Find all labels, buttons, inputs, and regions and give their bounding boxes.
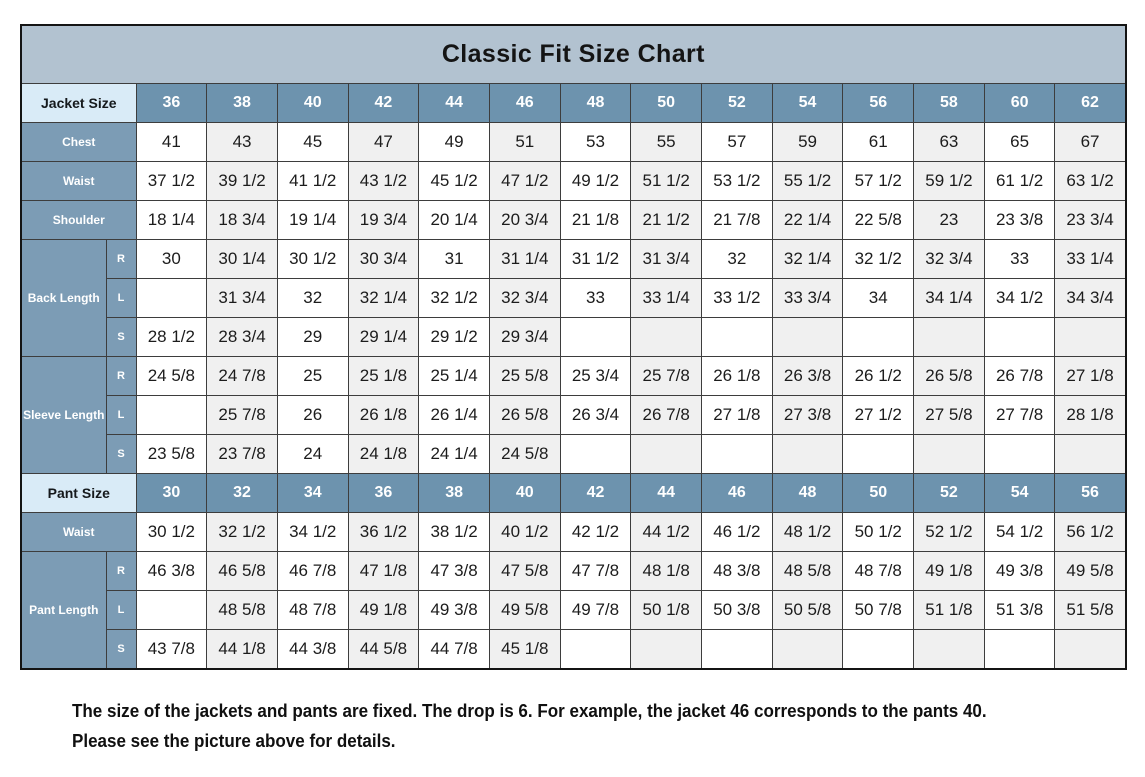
data-cell: 32 1/2 (843, 240, 914, 279)
data-cell: 50 3/8 (702, 591, 773, 630)
data-cell (136, 396, 207, 435)
data-cell: 22 5/8 (843, 201, 914, 240)
data-cell: 48 1/2 (772, 513, 843, 552)
data-cell (843, 630, 914, 670)
row-label: Back Length (21, 240, 106, 357)
data-cell: 34 1/4 (914, 279, 985, 318)
data-cell (1055, 630, 1126, 670)
jacket-size-38: 38 (207, 84, 278, 123)
data-cell: 23 7/8 (207, 435, 278, 474)
jacket-size-62: 62 (1055, 84, 1126, 123)
data-cell (560, 630, 631, 670)
data-cell: 33 1/2 (702, 279, 773, 318)
table-row (21, 591, 1126, 630)
data-cell: 47 7/8 (560, 552, 631, 591)
data-cell (914, 630, 985, 670)
pant-size-50: 50 (843, 474, 914, 513)
jacket-size-40: 40 (277, 84, 348, 123)
size-chart-table (20, 24, 1127, 670)
data-cell: 45 1/2 (419, 162, 490, 201)
data-cell: 29 (277, 318, 348, 357)
data-cell: 27 1/2 (843, 396, 914, 435)
data-cell: 49 5/8 (489, 591, 560, 630)
row-label: Waist (21, 162, 136, 201)
data-cell: 24 1/4 (419, 435, 490, 474)
sub-label: S (106, 630, 136, 670)
table-row (21, 318, 1126, 357)
data-cell: 57 (702, 123, 773, 162)
data-cell: 38 1/2 (419, 513, 490, 552)
sub-label: S (106, 318, 136, 357)
data-cell (136, 591, 207, 630)
data-cell: 21 1/2 (631, 201, 702, 240)
table-row (21, 123, 1126, 162)
data-cell: 30 3/4 (348, 240, 419, 279)
data-cell: 51 (489, 123, 560, 162)
data-cell: 28 1/8 (1055, 396, 1126, 435)
pant-size-48: 48 (772, 474, 843, 513)
data-cell: 28 3/4 (207, 318, 278, 357)
data-cell: 25 7/8 (207, 396, 278, 435)
data-cell: 32 3/4 (489, 279, 560, 318)
jacket-size-header-label: Jacket Size (21, 84, 136, 123)
data-cell (631, 630, 702, 670)
data-cell: 31 1/4 (489, 240, 560, 279)
data-cell: 53 (560, 123, 631, 162)
data-cell: 46 3/8 (136, 552, 207, 591)
data-cell: 49 3/8 (419, 591, 490, 630)
data-cell: 29 1/4 (348, 318, 419, 357)
data-cell: 39 1/2 (207, 162, 278, 201)
data-cell: 50 5/8 (772, 591, 843, 630)
data-cell: 30 (136, 240, 207, 279)
data-cell: 46 1/2 (702, 513, 773, 552)
pant-size-44: 44 (631, 474, 702, 513)
data-cell (1055, 318, 1126, 357)
data-cell: 51 3/8 (984, 591, 1055, 630)
chart-title: Classic Fit Size Chart (21, 25, 1126, 84)
data-cell: 44 1/2 (631, 513, 702, 552)
data-cell: 43 7/8 (136, 630, 207, 670)
data-cell: 26 1/8 (702, 357, 773, 396)
data-cell (772, 318, 843, 357)
data-cell: 49 5/8 (1055, 552, 1126, 591)
table-row (21, 162, 1126, 201)
data-cell: 26 1/4 (419, 396, 490, 435)
data-cell: 30 1/2 (277, 240, 348, 279)
data-cell: 27 7/8 (984, 396, 1055, 435)
pant-size-46: 46 (702, 474, 773, 513)
data-cell: 44 7/8 (419, 630, 490, 670)
data-cell: 27 5/8 (914, 396, 985, 435)
data-cell: 26 (277, 396, 348, 435)
data-cell: 24 1/8 (348, 435, 419, 474)
sub-label: R (106, 357, 136, 396)
data-cell: 29 3/4 (489, 318, 560, 357)
data-cell: 44 5/8 (348, 630, 419, 670)
data-cell: 20 3/4 (489, 201, 560, 240)
pant-size-36: 36 (348, 474, 419, 513)
data-cell: 51 1/2 (631, 162, 702, 201)
sub-label: L (106, 279, 136, 318)
data-cell: 28 1/2 (136, 318, 207, 357)
data-cell: 30 1/4 (207, 240, 278, 279)
data-cell: 25 1/4 (419, 357, 490, 396)
data-cell (843, 318, 914, 357)
data-cell: 47 5/8 (489, 552, 560, 591)
sub-label: R (106, 552, 136, 591)
jacket-size-44: 44 (419, 84, 490, 123)
table-row (21, 240, 1126, 279)
data-cell: 25 (277, 357, 348, 396)
data-cell: 49 3/8 (984, 552, 1055, 591)
table-row (21, 201, 1126, 240)
data-cell: 40 1/2 (489, 513, 560, 552)
data-cell: 65 (984, 123, 1055, 162)
row-label: Chest (21, 123, 136, 162)
data-cell: 31 3/4 (631, 240, 702, 279)
data-cell: 59 1/2 (914, 162, 985, 201)
data-cell: 57 1/2 (843, 162, 914, 201)
data-cell: 33 (984, 240, 1055, 279)
data-cell: 32 (702, 240, 773, 279)
sub-label: L (106, 396, 136, 435)
data-cell: 49 1/2 (560, 162, 631, 201)
data-cell: 48 5/8 (772, 552, 843, 591)
data-cell: 42 1/2 (560, 513, 631, 552)
data-cell: 26 7/8 (631, 396, 702, 435)
data-cell: 27 3/8 (772, 396, 843, 435)
pant-size-40: 40 (489, 474, 560, 513)
data-cell: 47 1/2 (489, 162, 560, 201)
data-cell: 50 7/8 (843, 591, 914, 630)
sub-label: R (106, 240, 136, 279)
data-cell (984, 318, 1055, 357)
data-cell: 44 3/8 (277, 630, 348, 670)
data-cell: 25 7/8 (631, 357, 702, 396)
data-cell: 23 5/8 (136, 435, 207, 474)
data-cell: 29 1/2 (419, 318, 490, 357)
data-cell: 32 (277, 279, 348, 318)
data-cell (560, 435, 631, 474)
footer-line-2: Please see the picture above for details. (72, 730, 396, 751)
data-cell: 46 7/8 (277, 552, 348, 591)
data-cell: 31 3/4 (207, 279, 278, 318)
data-cell: 25 5/8 (489, 357, 560, 396)
pant-size-header-label: Pant Size (21, 474, 136, 513)
data-cell: 48 7/8 (277, 591, 348, 630)
data-cell: 31 1/2 (560, 240, 631, 279)
pant-size-header-row (21, 474, 1126, 513)
data-cell: 32 1/4 (772, 240, 843, 279)
data-cell: 26 3/8 (772, 357, 843, 396)
data-cell: 31 (419, 240, 490, 279)
data-cell: 47 (348, 123, 419, 162)
row-label: Waist (21, 513, 136, 552)
data-cell: 49 (419, 123, 490, 162)
row-label: Pant Length (21, 552, 106, 670)
data-cell: 34 (843, 279, 914, 318)
data-cell: 51 5/8 (1055, 591, 1126, 630)
data-cell: 18 1/4 (136, 201, 207, 240)
table-row (21, 435, 1126, 474)
pant-size-52: 52 (914, 474, 985, 513)
data-cell (984, 630, 1055, 670)
data-cell: 24 5/8 (489, 435, 560, 474)
data-cell: 19 1/4 (277, 201, 348, 240)
data-cell: 36 1/2 (348, 513, 419, 552)
data-cell: 27 1/8 (702, 396, 773, 435)
data-cell: 41 (136, 123, 207, 162)
data-cell: 49 7/8 (560, 591, 631, 630)
data-cell: 51 1/8 (914, 591, 985, 630)
data-cell: 46 5/8 (207, 552, 278, 591)
data-cell (702, 318, 773, 357)
data-cell: 26 3/4 (560, 396, 631, 435)
data-cell: 32 1/2 (419, 279, 490, 318)
jacket-size-42: 42 (348, 84, 419, 123)
jacket-size-header-row (21, 84, 1126, 123)
data-cell: 53 1/2 (702, 162, 773, 201)
data-cell: 26 7/8 (984, 357, 1055, 396)
data-cell: 59 (772, 123, 843, 162)
data-cell (631, 318, 702, 357)
pant-size-32: 32 (207, 474, 278, 513)
data-cell (984, 435, 1055, 474)
data-cell: 50 1/8 (631, 591, 702, 630)
row-label: Shoulder (21, 201, 136, 240)
data-cell (914, 435, 985, 474)
data-cell: 26 1/8 (348, 396, 419, 435)
data-cell: 67 (1055, 123, 1126, 162)
data-cell: 26 5/8 (489, 396, 560, 435)
data-cell (136, 279, 207, 318)
row-label: Sleeve Length (21, 357, 106, 474)
data-cell: 22 1/4 (772, 201, 843, 240)
data-cell: 48 5/8 (207, 591, 278, 630)
title-row (21, 25, 1126, 84)
data-cell: 47 3/8 (419, 552, 490, 591)
data-cell: 25 3/4 (560, 357, 631, 396)
sub-label: L (106, 591, 136, 630)
data-cell: 63 (914, 123, 985, 162)
data-cell: 45 1/8 (489, 630, 560, 670)
pant-size-42: 42 (560, 474, 631, 513)
data-cell: 33 1/4 (1055, 240, 1126, 279)
data-cell: 26 1/2 (843, 357, 914, 396)
data-cell: 18 3/4 (207, 201, 278, 240)
jacket-size-60: 60 (984, 84, 1055, 123)
data-cell (772, 630, 843, 670)
data-cell: 45 (277, 123, 348, 162)
data-cell: 19 3/4 (348, 201, 419, 240)
data-cell: 32 1/4 (348, 279, 419, 318)
data-cell: 23 3/8 (984, 201, 1055, 240)
data-cell: 34 3/4 (1055, 279, 1126, 318)
data-cell (772, 435, 843, 474)
data-cell: 23 3/4 (1055, 201, 1126, 240)
sub-label: S (106, 435, 136, 474)
data-cell: 24 7/8 (207, 357, 278, 396)
data-cell: 23 (914, 201, 985, 240)
table-row (21, 279, 1126, 318)
jacket-size-58: 58 (914, 84, 985, 123)
data-cell (631, 435, 702, 474)
data-cell: 37 1/2 (136, 162, 207, 201)
data-cell: 33 (560, 279, 631, 318)
data-cell: 43 1/2 (348, 162, 419, 201)
data-cell: 20 1/4 (419, 201, 490, 240)
data-cell: 48 3/8 (702, 552, 773, 591)
data-cell: 43 (207, 123, 278, 162)
data-cell: 33 1/4 (631, 279, 702, 318)
data-cell: 24 5/8 (136, 357, 207, 396)
data-cell: 27 1/8 (1055, 357, 1126, 396)
pant-size-34: 34 (277, 474, 348, 513)
jacket-size-36: 36 (136, 84, 207, 123)
data-cell: 24 (277, 435, 348, 474)
data-cell: 47 1/8 (348, 552, 419, 591)
data-cell: 54 1/2 (984, 513, 1055, 552)
footer-note (72, 696, 1041, 756)
data-cell: 63 1/2 (1055, 162, 1126, 201)
table-row (21, 513, 1126, 552)
data-cell: 21 7/8 (702, 201, 773, 240)
data-cell: 48 1/8 (631, 552, 702, 591)
table-row (21, 357, 1126, 396)
data-cell (560, 318, 631, 357)
data-cell: 49 1/8 (348, 591, 419, 630)
data-cell: 34 1/2 (984, 279, 1055, 318)
data-cell (702, 630, 773, 670)
jacket-size-46: 46 (489, 84, 560, 123)
table-row (21, 630, 1126, 670)
pant-size-56: 56 (1055, 474, 1126, 513)
data-cell: 34 1/2 (277, 513, 348, 552)
jacket-size-48: 48 (560, 84, 631, 123)
jacket-size-54: 54 (772, 84, 843, 123)
data-cell: 61 (843, 123, 914, 162)
data-cell: 49 1/8 (914, 552, 985, 591)
data-cell: 44 1/8 (207, 630, 278, 670)
data-cell: 55 1/2 (772, 162, 843, 201)
pant-size-38: 38 (419, 474, 490, 513)
data-cell: 33 3/4 (772, 279, 843, 318)
data-cell: 25 1/8 (348, 357, 419, 396)
jacket-size-50: 50 (631, 84, 702, 123)
jacket-size-52: 52 (702, 84, 773, 123)
data-cell: 56 1/2 (1055, 513, 1126, 552)
data-cell: 26 5/8 (914, 357, 985, 396)
data-cell: 41 1/2 (277, 162, 348, 201)
data-cell (914, 318, 985, 357)
data-cell (843, 435, 914, 474)
data-cell: 48 7/8 (843, 552, 914, 591)
jacket-size-56: 56 (843, 84, 914, 123)
pant-size-54: 54 (984, 474, 1055, 513)
table-row (21, 552, 1126, 591)
data-cell: 30 1/2 (136, 513, 207, 552)
data-cell: 21 1/8 (560, 201, 631, 240)
data-cell: 55 (631, 123, 702, 162)
footer-line-1: The size of the jackets and pants are fixed. The drop is 6. For example, the jacket 46 corresponds to the pants 40. (72, 700, 987, 721)
data-cell: 61 1/2 (984, 162, 1055, 201)
table-row (21, 396, 1126, 435)
pant-size-30: 30 (136, 474, 207, 513)
data-cell: 52 1/2 (914, 513, 985, 552)
data-cell: 50 1/2 (843, 513, 914, 552)
data-cell (1055, 435, 1126, 474)
data-cell: 32 1/2 (207, 513, 278, 552)
data-cell (702, 435, 773, 474)
data-cell: 32 3/4 (914, 240, 985, 279)
